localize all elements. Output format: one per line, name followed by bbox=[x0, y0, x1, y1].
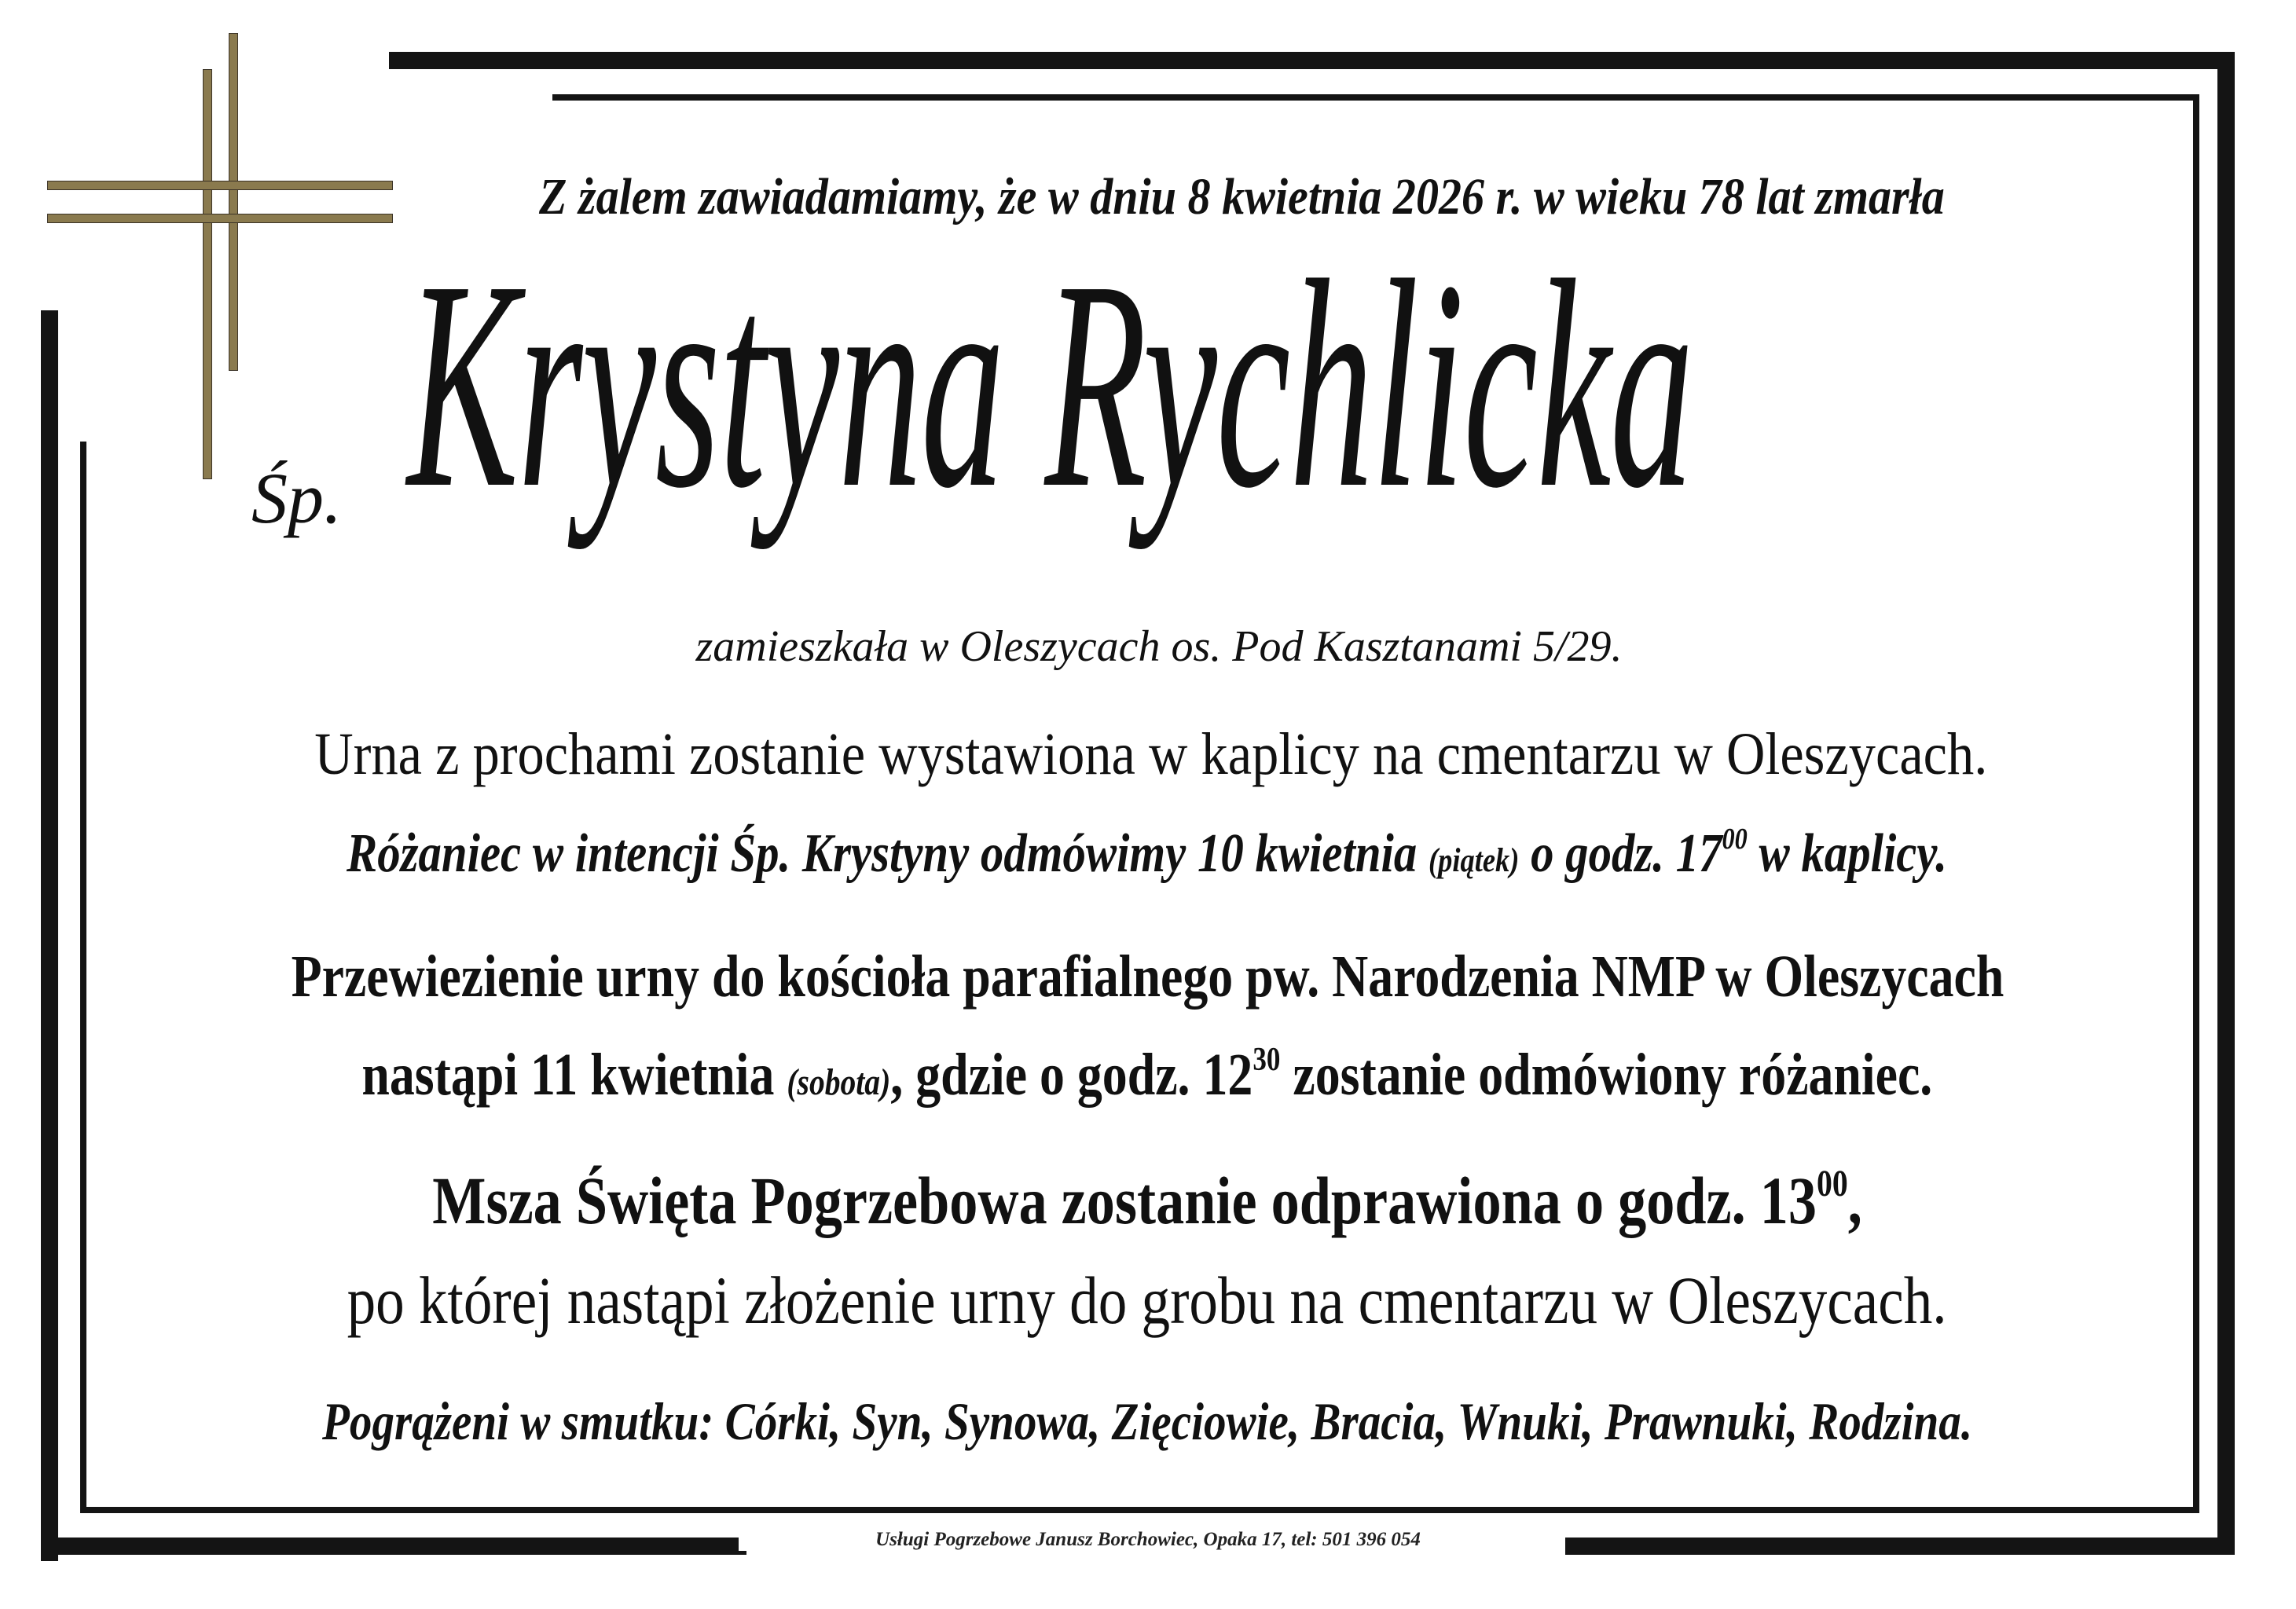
mass-line-2: po której nastąpi złożenie urny do grobu na cmentarzu w Oleszycach. bbox=[347, 1263, 1947, 1338]
frame-right-outer bbox=[2217, 52, 2235, 1545]
rosary-text: Różaniec w intencji Śp. Krystyny odmówimy 10 kwietnia (piątek) o godz. $17^{00}$ w kaplicy. bbox=[347, 823, 1948, 884]
mourners-text: Pogrążeni w smutku: Córki, Syn, Synowa, Zięciowie, Bracia, Wnuki, Prawnuki, Rodzina. bbox=[321, 1391, 1973, 1451]
transfer-line-2: nastąpi 11 kwietnia (sobota), gdzie o godz. $12^{30}$ zostanie odmówiony różaniec. bbox=[361, 1041, 1933, 1108]
intro-text: Z żalem zawiadamiamy, że w dniu 8 kwietnia 2026 r. w wieku 78 lat zmarła bbox=[538, 168, 1945, 225]
prefix: Śp. bbox=[251, 458, 342, 538]
deceased-name: Krystyna Rychlicka bbox=[407, 219, 1693, 550]
frame-bottom-outer-right bbox=[1565, 1538, 2235, 1555]
frame-bottom-outer-left bbox=[41, 1538, 746, 1555]
frame-left-outer bbox=[41, 310, 58, 1561]
residence-text: zamieszkała w Oleszycach os. Pod Kasztanami 5/29. bbox=[695, 622, 1623, 671]
frame-top-outer bbox=[389, 52, 2232, 69]
mass-line-1: Msza Święta Pogrzebowa zostanie odprawiona o godz. $13^{00}$, bbox=[432, 1163, 1862, 1238]
funeral-home-footer: Usługi Pogrzebowe Janusz Borchowiec, Opaka 17, tel: 501 396 054 bbox=[739, 1529, 1557, 1551]
frame-left-inner bbox=[80, 442, 86, 1513]
frame-bottom-inner bbox=[80, 1507, 2199, 1513]
urn-text: Urna z prochami zostanie wystawiona w kaplicy na cmentarzu w Oleszycach. bbox=[314, 721, 1988, 787]
frame-top-inner bbox=[552, 94, 2199, 101]
transfer-line-1: Przewiezienie urny do kościoła parafialnego pw. Narodzenia NMP w Oleszycach bbox=[291, 944, 2004, 1010]
